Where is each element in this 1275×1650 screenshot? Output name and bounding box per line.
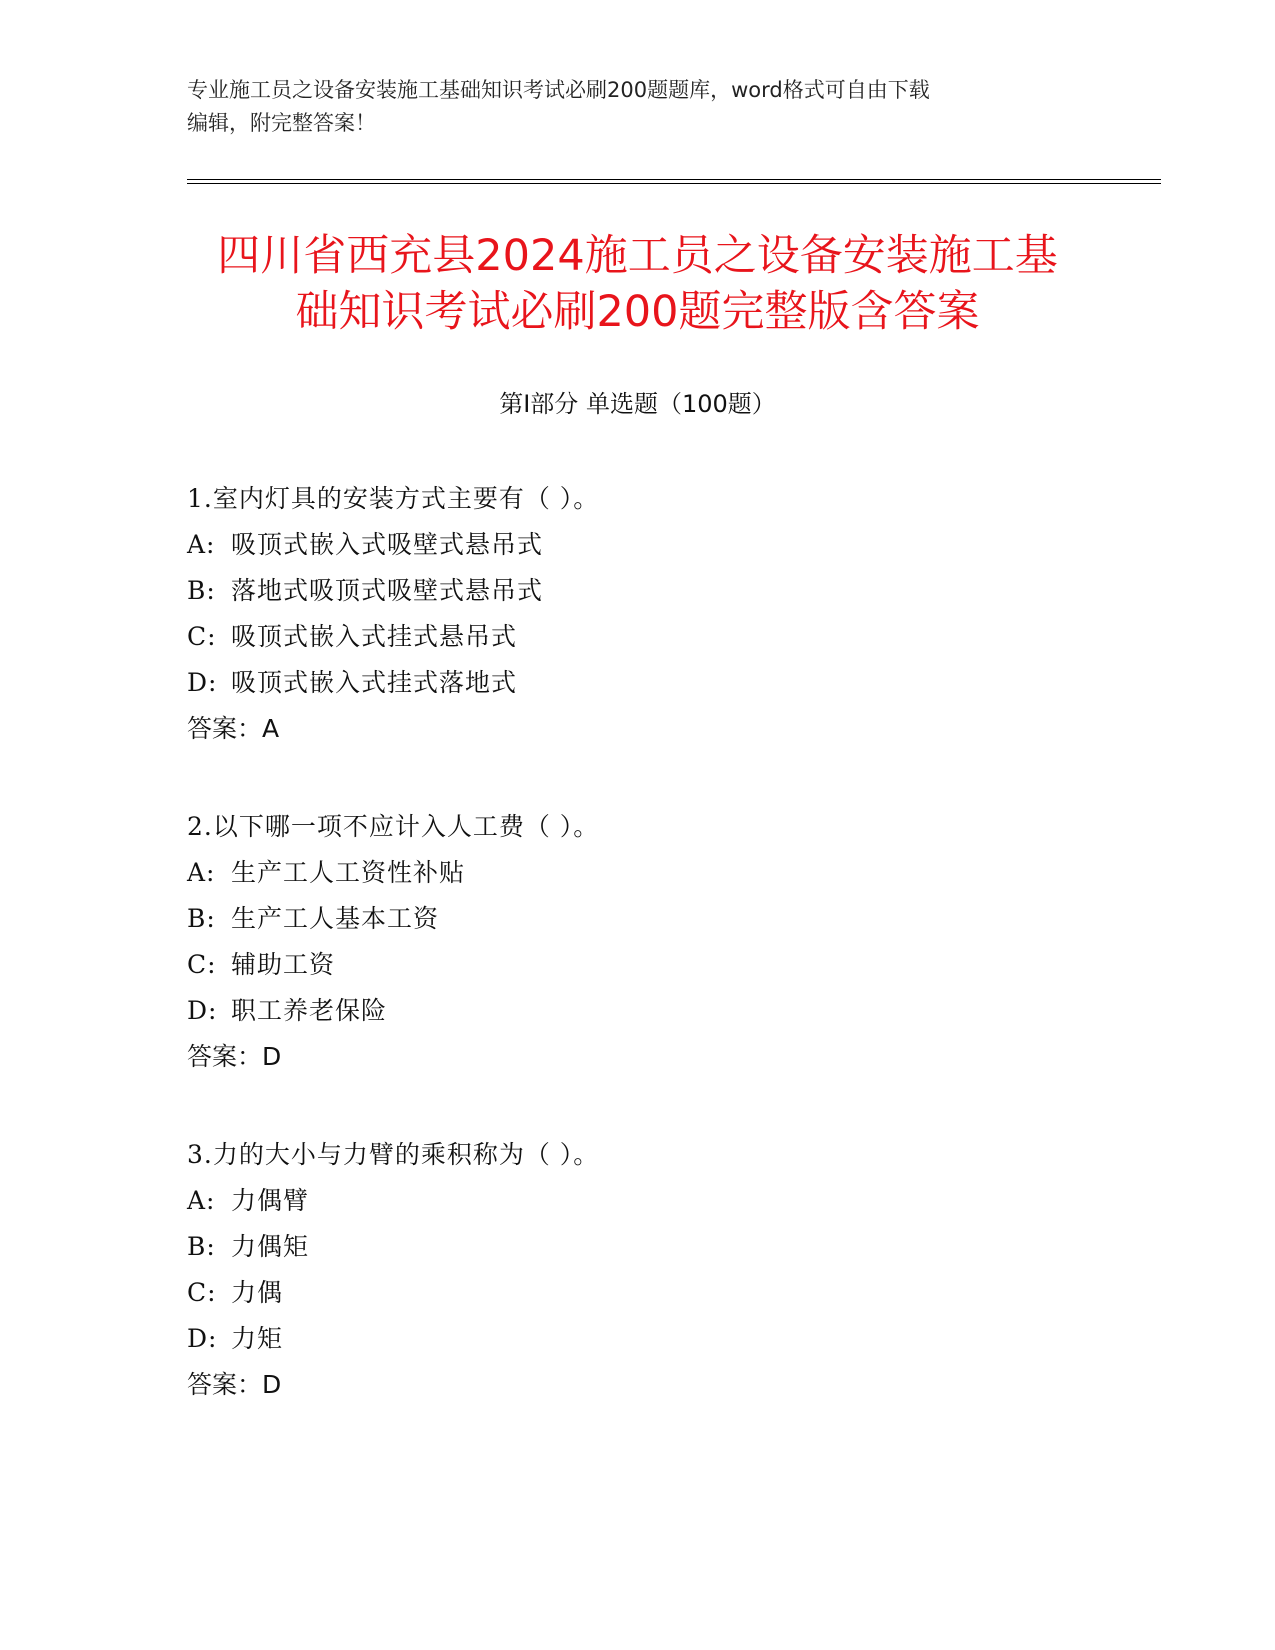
- option-letter: C:: [187, 622, 217, 651]
- option-a: [187, 522, 1137, 568]
- document-title-line-2: 础知识考试必刷200题完整版含答案: [295, 287, 980, 337]
- option-text: 落地式吸顶式吸壁式悬吊式: [231, 576, 544, 605]
- option-text: 吸顶式嵌入式挂式落地式: [231, 668, 518, 697]
- option-c: [187, 942, 1137, 988]
- option-letter: D:: [187, 1324, 218, 1353]
- question-stem: 1.室内灯具的安装方式主要有（ ）。: [187, 484, 600, 513]
- option-b: [187, 568, 1137, 614]
- option-text: 力偶: [231, 1278, 284, 1307]
- header-divider-bottom: [187, 183, 1161, 184]
- section-title: 第Ⅰ部分 单选题（100题）: [499, 390, 776, 418]
- option-letter: A:: [187, 858, 216, 887]
- option-text: 力偶臂: [231, 1186, 310, 1215]
- option-letter: A:: [187, 530, 216, 559]
- option-letter: D:: [187, 668, 218, 697]
- option-text: 力偶矩: [231, 1232, 310, 1261]
- option-letter: D:: [187, 996, 218, 1025]
- answer: 答案：D: [187, 1042, 282, 1071]
- option-letter: C:: [187, 1278, 217, 1307]
- option-text: 生产工人基本工资: [231, 904, 440, 933]
- question-1: [187, 476, 1137, 752]
- option-letter: B:: [187, 904, 216, 933]
- option-text: 吸顶式嵌入式挂式悬吊式: [231, 622, 518, 651]
- option-letter: B:: [187, 1232, 216, 1261]
- option-text: 职工养老保险: [231, 996, 388, 1025]
- option-letter: A:: [187, 1186, 216, 1215]
- document-title: [150, 228, 1125, 340]
- option-d: [187, 988, 1137, 1034]
- question-stem: 2.以下哪一项不应计入人工费（ ）。: [187, 812, 600, 841]
- option-text: 辅助工资: [231, 950, 336, 979]
- option-text: 力矩: [231, 1324, 284, 1353]
- header-divider-top: [187, 179, 1161, 180]
- header-note: [187, 74, 1087, 140]
- option-b: [187, 1224, 1137, 1270]
- option-text: 吸顶式嵌入式吸壁式悬吊式: [231, 530, 544, 559]
- header-note-line-2: 编辑，附完整答案！: [187, 111, 376, 135]
- option-letter: B:: [187, 576, 216, 605]
- option-letter: C:: [187, 950, 217, 979]
- option-text: 生产工人工资性补贴: [231, 858, 466, 887]
- option-c: [187, 614, 1137, 660]
- question-list: [187, 476, 1137, 1460]
- answer: 答案：D: [187, 1370, 282, 1399]
- question-2: [187, 804, 1137, 1080]
- option-d: [187, 660, 1137, 706]
- question-stem: 3.力的大小与力臂的乘积称为（ ）。: [187, 1140, 600, 1169]
- option-a: [187, 850, 1137, 896]
- option-c: [187, 1270, 1137, 1316]
- option-d: [187, 1316, 1137, 1362]
- answer: 答案：A: [187, 714, 280, 743]
- option-a: [187, 1178, 1137, 1224]
- document-title-line-1: 四川省西充县2024施工员之设备安装施工基: [217, 231, 1058, 281]
- option-b: [187, 896, 1137, 942]
- header-note-line-1: 专业施工员之设备安装施工基础知识考试必刷200题题库，word格式可自由下载: [187, 78, 930, 102]
- question-3: [187, 1132, 1137, 1408]
